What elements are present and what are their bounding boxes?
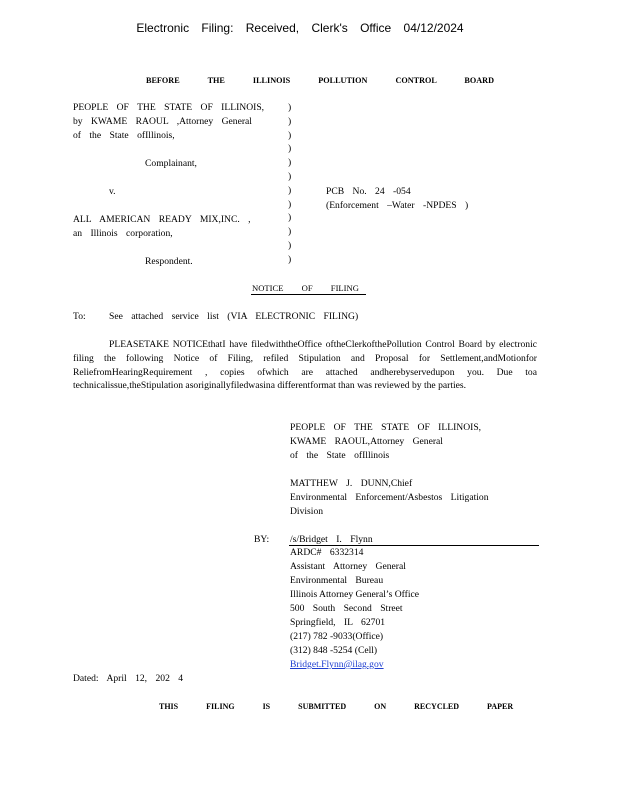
versus-label: v. bbox=[109, 186, 116, 197]
party-line-3: of the State ofIllinois bbox=[290, 450, 390, 461]
plaintiff-line-3: of the State ofIllinois, bbox=[73, 130, 175, 141]
electronic-signature: /s/Bridget I. Flynn bbox=[290, 534, 373, 545]
bracket: ) bbox=[288, 184, 292, 196]
street-address: 500 South Second Street bbox=[290, 603, 403, 614]
notice-body: PLEASETAKE NOTICEthatI have filedwiththeOffice oftheClerkofthePollution Control Board by electronic filing the following Notice of Filing, refiled Stipulation and Proposal for Settlement,andMotionfor ReliefromHearingRequirement , copies ofwhich are attached andherebyservedupon you. Due toa technicalissue,theStipulation asoriginallyfiledwasina differentformat than was reviewed by the parties. bbox=[73, 339, 537, 392]
chief-division-cont: Division bbox=[290, 506, 324, 517]
bracket: ) bbox=[288, 198, 292, 210]
plaintiff-line-1: PEOPLE OF THE STATE OF ILLINOIS, bbox=[73, 102, 265, 113]
case-type: (Enforcement –Water -NPDES ) bbox=[326, 200, 469, 211]
office-phone: (217) 782 -9033(Office) bbox=[290, 631, 384, 642]
caption-bracket-column bbox=[288, 101, 298, 267]
plaintiff-line-2: by KWAME RAOUL ,Attorney General bbox=[73, 116, 252, 127]
bracket: ) bbox=[288, 212, 292, 224]
city-state-zip: Springfield, IL 62701 bbox=[290, 617, 386, 628]
cell-phone: (312) 848 -5254 (Cell) bbox=[290, 645, 378, 656]
bracket: ) bbox=[288, 170, 292, 182]
case-number: PCB No. 24 -054 bbox=[326, 186, 411, 197]
bracket: ) bbox=[288, 226, 292, 238]
attorney-title: Assistant Attorney General bbox=[290, 561, 406, 572]
respondent-label: Respondent. bbox=[145, 256, 193, 267]
bracket: ) bbox=[288, 143, 292, 155]
by-label: BY: bbox=[254, 534, 270, 545]
bracket: ) bbox=[288, 102, 292, 113]
bracket: ) bbox=[288, 157, 292, 169]
dated-line: Dated: April 12, 202 4 bbox=[73, 673, 184, 684]
bracket: ) bbox=[288, 129, 292, 141]
email-link[interactable]: Bridget.Flynn@ilag.gov bbox=[290, 659, 384, 670]
complainant-label: Complainant, bbox=[145, 158, 197, 169]
bureau: Environmental Bureau bbox=[290, 575, 384, 586]
chief-division: Environmental Enforcement/Asbestos Litigation bbox=[290, 492, 489, 503]
board-heading: BEFORE THE ILLINOIS POLLUTION CONTROL BOARD bbox=[146, 76, 495, 85]
notice-title: NOTICE OF FILING bbox=[252, 283, 359, 293]
defendant-line-1: ALL AMERICAN READY MIX,INC. , bbox=[73, 214, 251, 225]
party-line-1: PEOPLE OF THE STATE OF ILLINOIS, bbox=[290, 422, 482, 433]
bracket: ) bbox=[288, 239, 292, 251]
recycled-paper-footer: THIS FILING IS SUBMITTED ON RECYCLED PAPER bbox=[159, 702, 514, 711]
to-label: To: bbox=[73, 311, 86, 322]
service-list-note: See attached service list (VIA ELECTRONIC FILING) bbox=[109, 311, 359, 322]
office-name: Illinois Attorney General’s Office bbox=[290, 589, 420, 600]
defendant-line-2: an Illinois corporation, bbox=[73, 228, 173, 239]
notice-title-underline bbox=[251, 294, 366, 295]
bracket: ) bbox=[288, 253, 292, 265]
ardc-number: ARDC# 6332314 bbox=[290, 547, 364, 558]
bracket: ) bbox=[288, 115, 292, 127]
electronic-filing-stamp: Electronic Filing: Received, Clerk's Office 04/12/2024 bbox=[136, 21, 464, 35]
party-line-2: KWAME RAOUL,Attorney General bbox=[290, 436, 443, 447]
chief-name: MATTHEW J. DUNN,Chief bbox=[290, 478, 413, 489]
